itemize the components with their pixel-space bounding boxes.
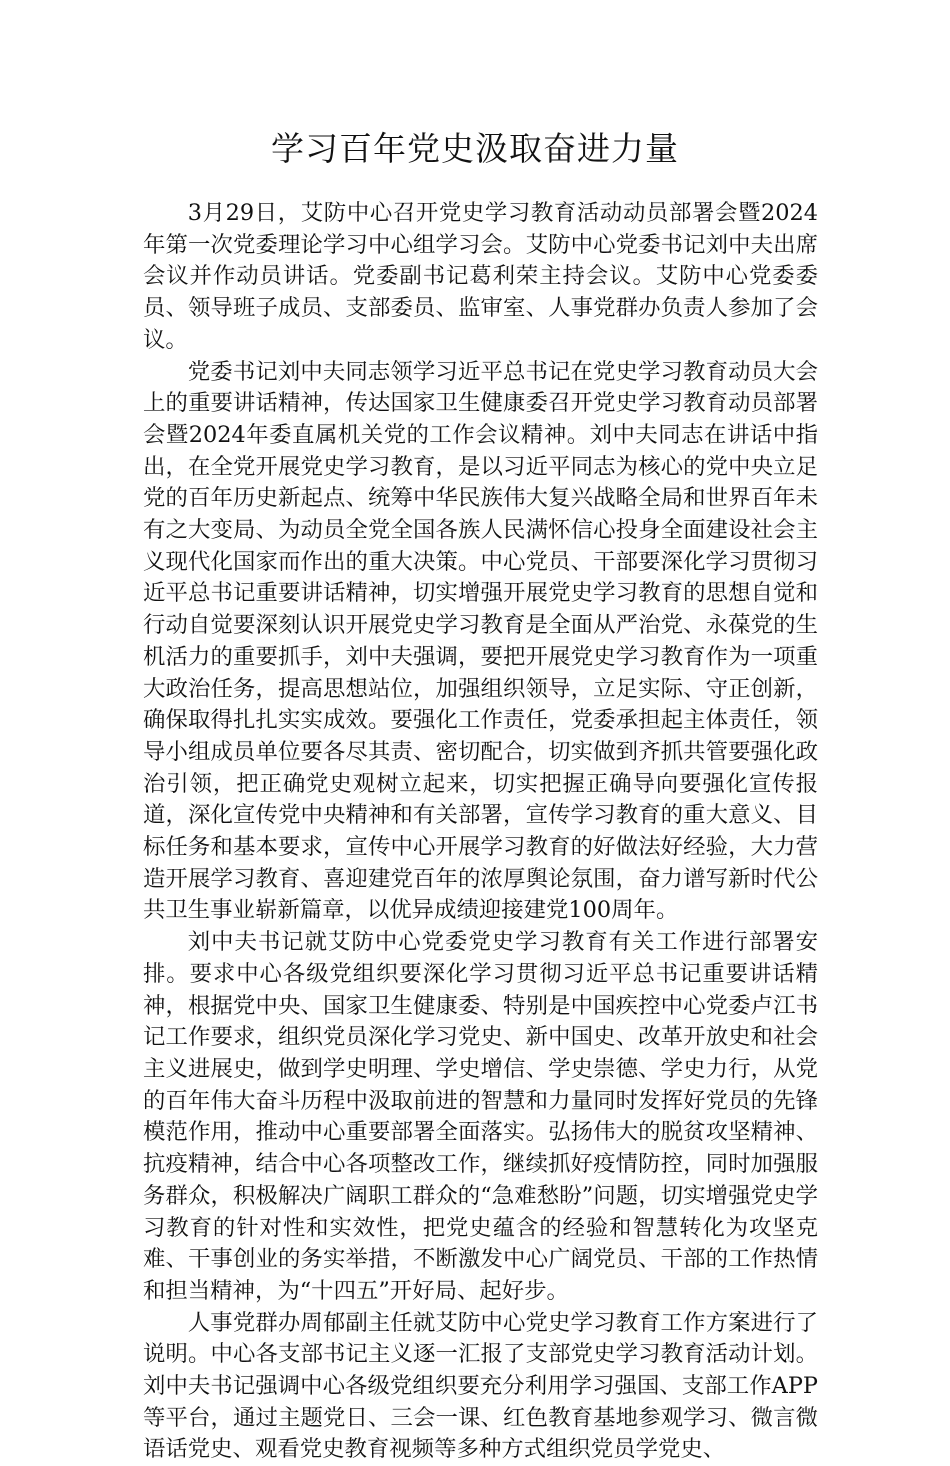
document-title: 学习百年党史汲取奋进力量 [271, 129, 679, 168]
paragraph-4: 人事党群办周郁副主任就艾防中心党史学习教育工作方案进行了说明。中心各支部书记主义逐一汇报了支部党史学习教育活动计划。刘中夫书记强调中心各级党组织要充分利用学习强国、支部工作APP等平台，通过主题党日、三会一课、红色教育基地参观学习、微言微语话党史、观看党史教育视频等多种方式组织党员学党史、 [143, 1309, 818, 1463]
paragraph-3: 刘中夫书记就艾防中心党委党史学习教育有关工作进行部署安排。要求中心各级党组织要深化学习贯彻习近平总书记重要讲话精神，根据党中央、国家卫生健康委、特别是中国疾控中心党委卢江书记工作要求，组织党员深化学习党史、新中国史、改革开放史和社会主义进展史，做到学史明理、学史增信、学史崇德、学史力行，从党的百年伟大奋斗历程中汲取前进的智慧和力量同时发挥好党员的先锋模范作用，推动中心重要部署全面落实。弘扬伟大的脱贫攻坚精神、抗疫精神，结合中心各项整改工作，继续抓好疫情防控，同时加强服务群众，积极解决广阔职工群众的“急难愁盼”问题，切实增强党史学习教育的针对性和实效性，把党史蕴含的经验和智慧转化为攻坚克难、干事创业的务实举措，不断激发中心广阔党员、干部的工作热情和担当精神，为“十四五”开好局、起好步。 [143, 929, 818, 1304]
paragraph-2: 党委书记刘中夫同志领学习近平总书记在党史学习教育动员大会上的重要讲话精神，传达国家卫生健康委召开党史学习教育动员部署会暨2024年委直属机关党的工作会议精神。刘中夫同志在讲话中指出，在全党开展党史学习教育，是以习近平同志为核心的党中央立足党的百年历史新起点、统筹中华民族伟大复兴战略全局和世界百年未有之大变局、为动员全党全国各族人民满怀信心投身全面建设社会主义现代化国家而作出的重大决策。中心党员、干部要深化学习贯彻习近平总书记重要讲话精神，切实增强开展党史学习教育的思想自觉和行动自觉要深刻认识开展党史学习教育是全面从严治党、永葆党的生机活力的重要抓手，刘中夫强调，要把开展党史学习教育作为一项重大政治任务，提高思想站位，加强组织领导，立足实际、守正创新，确保取得扎扎实实成效。要强化工作责任，党委承担起主体责任，领导小组成员单位要各尽其责、密切配合，切实做到齐抓共管要强化政治引领，把正确党史观树立起来，切实把握正确导向要强化宣传报道，深化宣传党中央精神和有关部署，宣传学习教育的重大意义、目标任务和基本要求，宣传中心开展学习教育的好做法好经验，大力营造开展学习教育、喜迎建党百年的浓厚舆论氛围，奋力谱写新时代公共卫生事业崭新篇章，以优异成绩迎接建党100周年。 [143, 358, 818, 924]
document-body [143, 198, 818, 1466]
paragraph-1: 3月29日，艾防中心召开党史学习教育活动动员部署会暨2024年第一次党委理论学习中心组学习会。艾防中心党委书记刘中夫出席会议并作动员讲话。党委副书记葛利荣主持会议。艾防中心党委委员、领导班子成员、支部委员、监审室、人事党群办负责人参加了会议。 [143, 200, 818, 353]
